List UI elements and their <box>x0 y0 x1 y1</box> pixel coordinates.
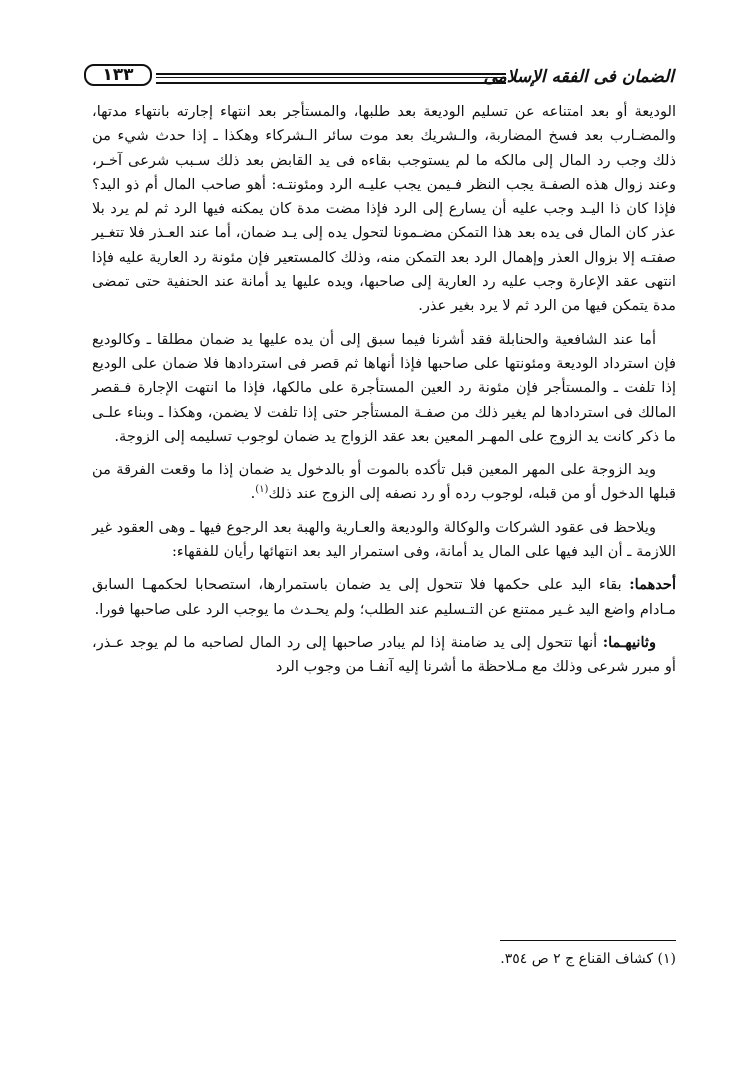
paragraph-4-text: ويلاحظ فى عقود الشركات والوكالة والوديعة والعـارية والهبة بعد الرجوع فيها ـ وهى العقود غير اللازمة ـ أن اليد فيها على المال يد أمانة، وفى استمرار اليد بعد انتهائها رأيان للفقهاء: <box>92 518 676 561</box>
body-text <box>92 100 676 689</box>
paragraph-2-text: أما عند الشافعية والحنابلة فقد أشرنا فيما سبق إلى أن يده عليها يد ضمان مطلقا ـ وكالوديع فإن استرداد الوديعة ومئونتها على صاحبها فإذا أنهاها ثم قصر فى استردادها فلا ضمان على الوديع إذا تلفت ـ والمستأجر فإن مئونة رد العين المستأجرة على مالكها، فإذا ما انتهت الإجارة فـقصر المالك فى استردادها لم يغير ذلك من صفـة المستأجر حتى إذا تلفت لا يضمن، وهكذا ـ وبناء علـى ما ذكر كانت يد الزوج على المهـر المعين بعد عقد الزواج يد ضمان لوجوب تسليمه إلى الزوجة. <box>92 330 676 445</box>
paragraph-1 <box>92 100 676 319</box>
page-header <box>84 64 674 90</box>
paragraph-6 <box>92 631 676 680</box>
running-title: الضمان فى الفقه الإسلامى <box>483 67 674 87</box>
paragraph-3: ويد الزوجة على المهر المعين قبل تأكده بالموت أو بالدخول يد ضمان إذا ما وقعت الفرقة من قبلها الدخول أو من قبله، لوجوب رده أو رد نصفه إلى الزوج عند ذلك$^{(١)}$. <box>92 461 676 503</box>
paragraph-5-lead: أحدهما: <box>629 576 676 594</box>
footnote-ref: (١) <box>255 484 269 496</box>
paragraph-6-text: أنها تتحول إلى يد ضامنة إذا لم يبادر صاحبها إلى رد المال لصاحبه ما لم يوجد عـذر، أو مبرر شرعى وذلك مع مـلاحظة ما أشرنا إليه آنفـا من وجوب الرد <box>92 633 676 676</box>
page-number: ١٣٣ <box>84 64 152 86</box>
footnote-divider <box>500 940 676 941</box>
paragraph-1-text: الوديعة أو بعد امتناعه عن تسليم الوديعة بعد طلبها، والمستأجر بعد انتهاء إجارته بانتهاء مدتها، والمضـارب بعد فسخ المضاربة، والـشريك بعد موت سائر الـشركاء وهكذا ـ إذا حدث شيء من ذلك وجب رد المال إلى مالكه ما لم يستوجب بقاءه فى يد القابض بعد ذلك سـبب شرعى آخـر، وعند زوال هذه الصفـة يجب النظر فـيمن يجب عليـه الرد ومئونتـه: أهو صاحب المال أم ذو اليد؟ فإذا كان ذا اليـد وجب عليه أن يسارع إلى الرد فإذا مضت مدة كان يمكنه فيها الرد ثم لم يرد بلا عذر كان المال فى يده بعد هذا التمكن مضـمونا لتحول يده إلى يـد ضمان، أما عند العـذر فلا تتغـير صفتـه إلا بزوال العذر وإهمال الرد بعد التمكن منه، وذلك كالمستعير فإن مئونة رد العارية عليه فإذا انتهى عقد الإعارة وجب عليه رد العارية إلى صاحبها، ويده عليها يد أمانة عند الحنفية حتى تمضى مدة يتمكن فيها من الرد ثم لا يرد بغير عذر. <box>92 103 676 315</box>
paragraph-2 <box>92 328 676 449</box>
header-rule <box>156 73 506 84</box>
paragraph-5-text: بقاء اليد على حكمها فلا تتحول إلى يد ضمان باستمرارها، استصحابا لحكمهـا السابق مـادام واضع اليد غـير ممتنع عن التـسليم عند الطلب؛ ولم يحـدث ما يوجب الرد على صاحبها فورا. <box>92 576 676 618</box>
footnote: (١) كشاف القناع ج ٢ ص ٣٥٤. <box>500 951 676 967</box>
paragraph-3-text: ويد الزوجة على المهر المعين قبل تأكده بالموت أو بالدخول يد ضمان إذا ما وقعت الفرقة من قبلها الدخول أو من قبله، لوجوب رده أو رد نصفه إلى الزوج عند ذلك <box>92 461 676 503</box>
paragraph-5 <box>92 573 676 622</box>
paragraph-4 <box>92 516 676 565</box>
paragraph-6-lead: وثانيهـما: <box>602 633 656 651</box>
